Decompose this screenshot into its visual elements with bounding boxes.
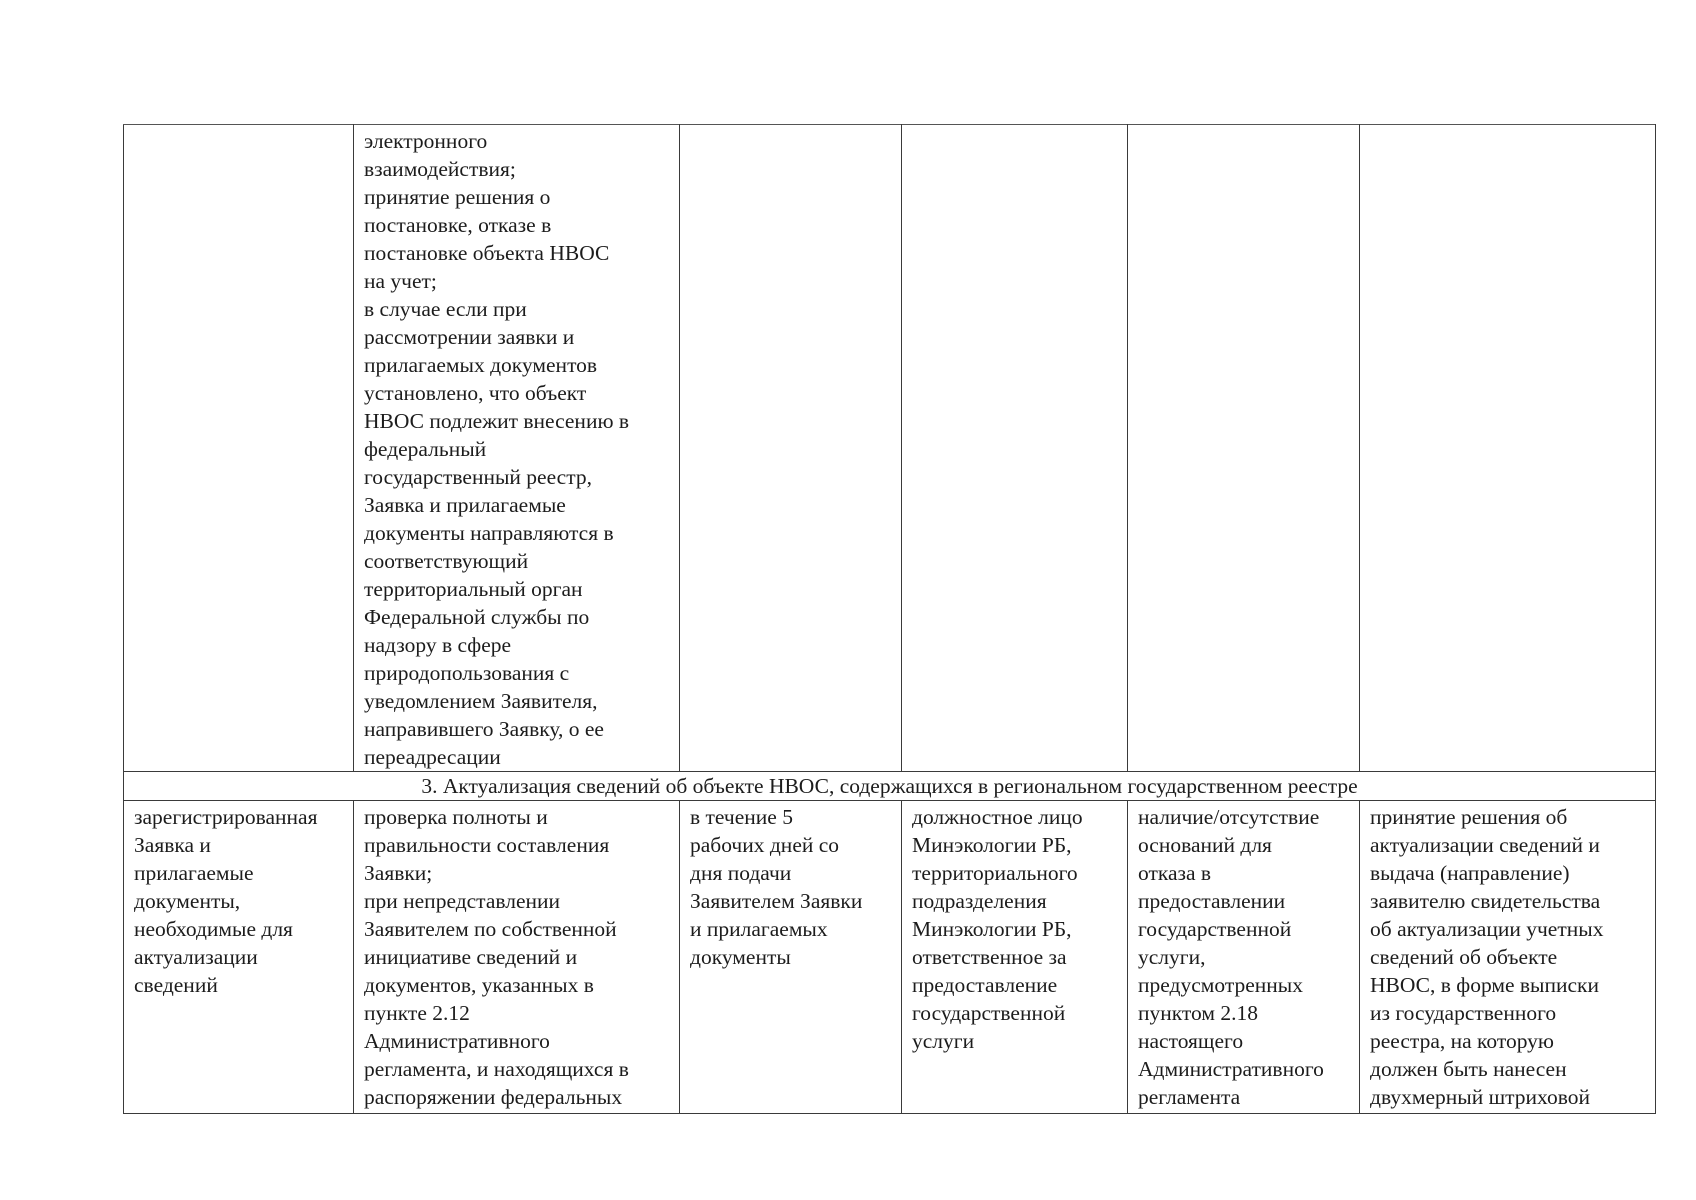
cell-text-line: распоряжении федеральных	[364, 1085, 623, 1109]
table-row	[124, 801, 1656, 1114]
cell-text-line: Заявителем Заявки	[690, 889, 863, 913]
table-row-section	[124, 772, 1656, 801]
cell-text-line: принятие решения об	[1370, 805, 1568, 829]
cell-text-line: проверка полноты и	[364, 805, 548, 829]
cell-text-line: соответствующий	[364, 549, 529, 573]
cell-text-line: прилагаемые	[134, 861, 254, 885]
cell-text-line: предоставление	[912, 973, 1058, 997]
cell-deadline	[680, 801, 902, 1114]
cell-text-line: в течение 5	[690, 805, 793, 829]
cell-text-line: Минэкологии РБ,	[912, 833, 1072, 857]
cell-text-line: взаимодействия;	[364, 157, 516, 181]
cell-text-line: актуализации сведений и	[1370, 833, 1600, 857]
cell-text-line: постановке объекта НВОС	[364, 241, 610, 265]
cell-text-line: Заявка и прилагаемые	[364, 493, 566, 517]
cell-text-line: НВОС, в форме выписки	[1370, 973, 1600, 997]
cell-text-line: дня подачи	[690, 861, 792, 885]
cell-text-line: пункте 2.12	[364, 1001, 470, 1025]
cell-text-line: пунктом 2.18	[1138, 1001, 1258, 1025]
cell-text-line: сведений об объекте	[1370, 945, 1558, 969]
cell-text-line: услуги,	[1138, 945, 1206, 969]
cell-text-line: заявителю свидетельства	[1370, 889, 1601, 913]
cell-text-line: НВОС подлежит внесению в	[364, 409, 630, 433]
cell-procedure-continued	[354, 125, 680, 772]
cell-text-line: природопользования с	[364, 661, 570, 685]
cell-text-line: об актуализации учетных	[1370, 917, 1604, 941]
cell-text-line: документы направляются в	[364, 521, 614, 545]
cell-text-line: отказа в	[1138, 861, 1212, 885]
cell-text-line: наличие/отсутствие	[1138, 805, 1320, 829]
cell-text-line: электронного	[364, 129, 488, 153]
cell-text-line: регламента, и находящихся в	[364, 1057, 629, 1081]
cell-text-line: двухмерный штриховой	[1370, 1085, 1590, 1109]
cell-text-line: документы	[690, 945, 791, 969]
cell-text-line: инициативе сведений и	[364, 945, 578, 969]
cell-text-line: рабочих дней со	[690, 833, 840, 857]
cell-text-line: направившего Заявку, о ее	[364, 717, 604, 741]
cell-text-line: сведений	[134, 973, 218, 997]
cell-text-line: принятие решения о	[364, 185, 551, 209]
cell-text-line: документов, указанных в	[364, 973, 594, 997]
cell-input-continued	[124, 125, 354, 772]
cell-text-line: регламента	[1138, 1085, 1241, 1109]
cell-text-line: зарегистрированная	[134, 805, 318, 829]
cell-text-line: Заявителем по собственной	[364, 917, 617, 941]
cell-text-line: установлено, что объект	[364, 381, 587, 405]
cell-result-continued	[1360, 125, 1656, 772]
cell-text-line: необходимые для	[134, 917, 293, 941]
cell-text-line: должен быть нанесен	[1370, 1057, 1567, 1081]
cell-text-line: документы,	[134, 889, 241, 913]
cell-official-continued	[902, 125, 1128, 772]
cell-deadline-continued	[680, 125, 902, 772]
cell-text-line: реестра, на которую	[1370, 1029, 1554, 1053]
cell-text-line: постановке, отказе в	[364, 213, 552, 237]
cell-text-line: надзору в сфере	[364, 633, 512, 657]
cell-text-line: территориального	[912, 861, 1078, 885]
cell-result	[1360, 801, 1656, 1114]
cell-text-line: в случае если при	[364, 297, 527, 321]
cell-text-line: настоящего	[1138, 1029, 1244, 1053]
cell-text-line: услуги	[912, 1029, 975, 1053]
cell-text-line: Административного	[364, 1029, 550, 1053]
cell-text-line: Минэкологии РБ,	[912, 917, 1072, 941]
cell-text-line: актуализации	[134, 945, 258, 969]
cell-text-line: прилагаемых документов	[364, 353, 598, 377]
cell-text-line: должностное лицо	[912, 805, 1083, 829]
cell-text-line: подразделения	[912, 889, 1047, 913]
cell-text-line: Заявка и	[134, 833, 211, 857]
cell-text-line: переадресации	[364, 745, 501, 769]
cell-input-documents	[124, 801, 354, 1114]
cell-text-line: оснований для	[1138, 833, 1272, 857]
cell-text-line: Заявки;	[364, 861, 433, 885]
cell-text-line: государственный реестр,	[364, 465, 592, 489]
cell-responsible-official	[902, 801, 1128, 1114]
cell-text-line: Федеральной службы по	[364, 605, 590, 629]
cell-text-line: Административного	[1138, 1057, 1324, 1081]
section-heading: 3. Актуализация сведений об объекте НВОС, содержащихся в региональном государственном реестре	[124, 772, 1656, 801]
cell-text-line: при непредставлении	[364, 889, 561, 913]
cell-text-line: и прилагаемых	[690, 917, 828, 941]
cell-text-line: территориальный орган	[364, 577, 583, 601]
cell-criteria-continued	[1128, 125, 1360, 772]
cell-text-line: рассмотрении заявки и	[364, 325, 575, 349]
cell-text-line: ответственное за	[912, 945, 1067, 969]
cell-procedure	[354, 801, 680, 1114]
cell-text-line: из государственного	[1370, 1001, 1557, 1025]
cell-text-line: государственной	[912, 1001, 1066, 1025]
regulation-table	[123, 124, 1656, 1114]
cell-decision-criteria	[1128, 801, 1360, 1114]
cell-text-line: на учет;	[364, 269, 437, 293]
cell-text-line: правильности составления	[364, 833, 610, 857]
cell-text-line: федеральный	[364, 437, 487, 461]
cell-text-line: выдача (направление)	[1370, 861, 1570, 885]
cell-text-line: предусмотренных	[1138, 973, 1303, 997]
cell-text-line: государственной	[1138, 917, 1292, 941]
cell-text-line: уведомлением Заявителя,	[364, 689, 598, 713]
cell-text-line: предоставлении	[1138, 889, 1286, 913]
table-row-continued	[124, 125, 1656, 772]
